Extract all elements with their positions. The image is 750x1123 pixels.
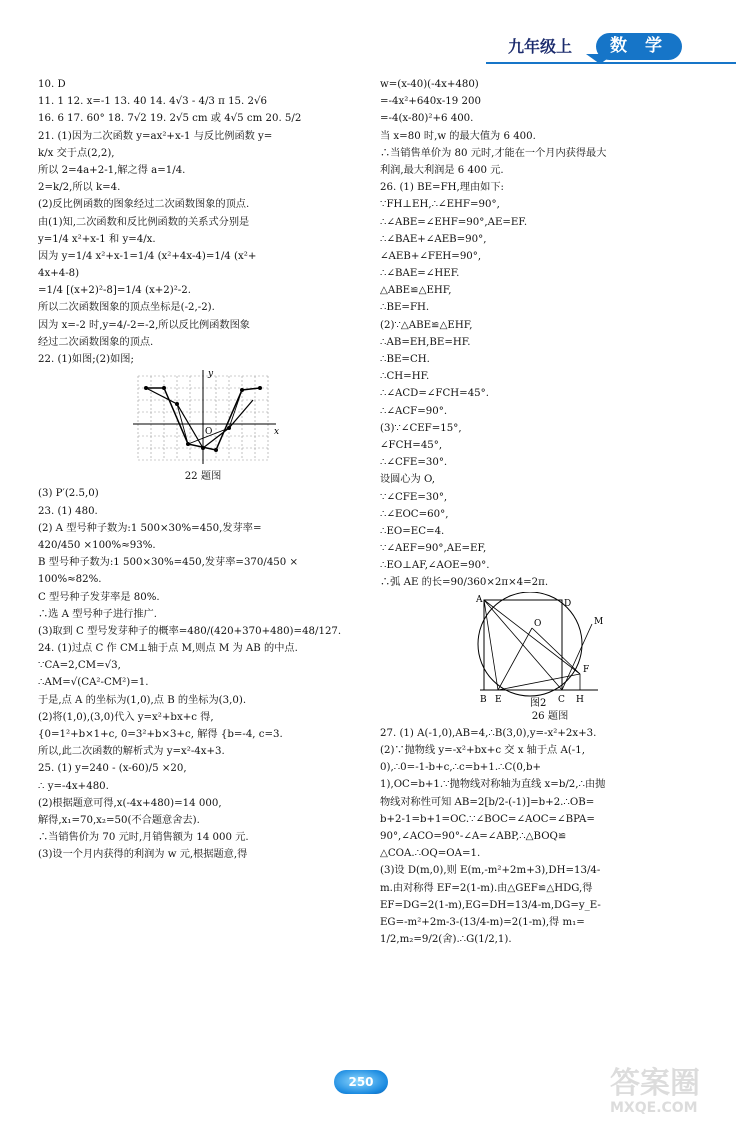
svg-text:F: F [583, 664, 590, 675]
answer-line: ∴∠BAE+∠AEB=90°, [380, 233, 487, 245]
svg-text:B: B [480, 694, 487, 705]
answer-line: 所以二次函数图象的顶点坐标是(-2,-2). [38, 302, 215, 314]
answer-line: ∴当销售价为 70 元时,月销售额为 14 000 元. [38, 832, 249, 844]
fig26-inner-label: 图2 [530, 697, 547, 708]
answer-line: 10. D [38, 79, 66, 90]
fig22-y-label: y [208, 369, 214, 380]
answer-line: b+2-1=b+1=OC.∵∠BOC=∠AOC=∠BPA= [380, 813, 595, 825]
answer-line: ∴AB=EH,BE=HF. [380, 336, 471, 348]
answer-line: {0=1²+b×1+c, 0=3²+b×3+c, 解得 {b=-4, c=3. [38, 729, 283, 740]
answer-line: w=(x-40)(-4x+480) [380, 79, 479, 90]
answer-line: EG=-m²+2m-3-(13/4-m)=2(1-m),得 m₁= [380, 916, 585, 928]
answer-line: (2)∵△ABE≌△EHF, [380, 319, 473, 331]
answer-line: ∴弧 AE 的长=90/360×2π×4=2π. [380, 577, 549, 589]
answer-line: 11. 1 12. x=-1 13. 40 14. 4√3 - 4/3 π 15. 2√6 [38, 96, 267, 108]
answer-line: (2)反比例函数的图象经过二次函数图象的顶点. [38, 199, 250, 211]
answer-line: 当 x=80 时,w 的最大值为 6 400. [380, 130, 536, 142]
answer-line: ∴∠ACF=90°. [380, 405, 448, 417]
svg-text:H: H [576, 694, 584, 705]
watermark-logo [610, 1068, 740, 1120]
answer-line: 4x+4-8) [38, 268, 80, 280]
answer-line: 2=k/2,所以 k=4. [38, 182, 121, 194]
answer-line: 26. (1) BE=FH,理由如下: [380, 182, 504, 194]
answer-line: ∴选 A 型号种子进行推广. [38, 608, 157, 620]
answer-line: ∴∠EOC=60°, [380, 508, 449, 520]
answer-line: k/x 交于点(2,2), [38, 147, 115, 159]
watermark-text: 答案圈 [610, 1066, 700, 1101]
answer-line: 1),OC=b+1.∵抛物线对称轴为直线 x=b/2,∴由抛 [380, 779, 606, 791]
answer-line: 0),∴0=-1-b+c,∴c=b+1.∴C(0,b+ [380, 762, 542, 774]
answer-line: 21. (1)因为二次函数 y=ax²+x-1 与反比例函数 y= [38, 130, 273, 142]
answer-line: 物线对称性可知 AB=2[b/2-(-1)]=b+2.∴OB= [380, 796, 595, 808]
answer-line: 利润,最大利润是 6 400 元. [380, 164, 504, 176]
page-number: 250 [334, 1070, 388, 1094]
answer-line: (2)∵抛物线 y=-x²+bx+c 交 x 轴于点 A(-1, [380, 745, 585, 756]
answer-line: ∴∠CFE=30°. [380, 457, 448, 469]
answer-line: 27. (1) A(-1,0),AB=4,∴B(3,0),y=-x²+2x+3. [380, 727, 597, 739]
answer-line: 经过二次函数图象的顶点. [38, 336, 154, 348]
answer-line: 于是,点 A 的坐标为(1,0),点 B 的坐标为(3,0). [38, 694, 247, 706]
svg-text:O: O [534, 618, 542, 629]
svg-text:C: C [558, 694, 565, 705]
answer-line: ∴BE=CH. [380, 354, 430, 365]
answer-line: 所以 2=4a+2-1,解之得 a=1/4. [38, 164, 186, 176]
answer-line: (3) P′(2.5,0) [38, 488, 99, 500]
figure-22-caption: 22 题图 [184, 471, 222, 483]
svg-text:M: M [594, 616, 604, 627]
answer-line: 420/450 ×100%≈93%. [38, 539, 156, 551]
answer-line: ∴ y=-4x+480. [38, 780, 109, 792]
answer-line: m.由对称得 EF=2(1-m).由△GEF≌△HDG,得 [380, 882, 593, 894]
answer-line: 解得,x₁=70,x₂=50(不合题意舍去). [38, 814, 200, 826]
answer-line: ∴∠BAE=∠HEF. [380, 268, 460, 280]
answer-line: 90°,∠ACO=90°-∠A=∠ABP,∴△BOQ≌ [380, 830, 567, 842]
answer-line: 因为 y=1/4 x²+x-1=1/4 (x²+4x-4)=1/4 (x²+ [38, 250, 257, 262]
svg-text:D: D [564, 598, 572, 609]
answer-line: ∴当销售单价为 80 元时,才能在一个月内获得最大 [380, 147, 607, 159]
answer-line: EF=DG=2(1-m),EG=DH=13/4-m,DG=y_E- [380, 899, 601, 911]
answer-line: (2)将(1,0),(3,0)代入 y=x²+bx+c 得, [38, 711, 214, 723]
answer-line: 23. (1) 480. [38, 505, 98, 517]
answer-line: 由(1)知,二次函数和反比例函数的关系式分别是 [38, 216, 250, 228]
answer-line: 所以,此二次函数的解析式为 y=x²-4x+3. [38, 746, 225, 758]
answer-line: ∵CA=2,CM=√3, [38, 660, 121, 672]
answer-line: (3)∵∠CEF=15°, [380, 422, 462, 434]
figure-22 [38, 368, 368, 468]
answer-line: (3)取到 C 型号发芽种子的概率=480/(420+370+480)=48/127. [38, 625, 342, 637]
answer-line: 100%≈82%. [38, 574, 102, 586]
answer-line: y=1/4 x²+x-1 和 y=4/x. [38, 233, 156, 245]
answer-line: △COA.∴OQ=OA=1. [380, 848, 481, 860]
answer-line: 1/2,m₂=9/2(舍).∴G(1/2,1). [380, 934, 512, 946]
answer-line: ∴∠ACD=∠FCH=45°. [380, 388, 489, 400]
fig22-x-label: x [274, 427, 280, 438]
answer-line: ∠FCH=45°, [380, 439, 443, 451]
answer-line: B 型号种子数为:1 500×30%=450,发芽率=370/450 × [38, 557, 299, 569]
answer-line: ∴EO⊥AF,∠AOE=90°. [380, 560, 490, 572]
answer-line: ∵FH⊥EH,∴∠EHF=90°, [380, 199, 500, 211]
watermark-url: MXQE.COM [610, 1100, 698, 1116]
svg-text:A: A [476, 594, 483, 605]
right-column [380, 76, 720, 948]
answer-line: 因为 x=-2 时,y=4/-2=-2,所以反比例函数图象 [38, 319, 250, 331]
answer-line: 24. (1)过点 C 作 CM⊥轴于点 M,则点 M 为 AB 的中点. [38, 643, 298, 655]
figure-22-graph [38, 368, 368, 468]
answer-line: △ABE≌△EHF, [380, 285, 452, 297]
answer-line: ∵∠CFE=30°, [380, 491, 448, 503]
left-column [38, 76, 368, 864]
answer-line: ∴CH=HF. [380, 371, 430, 383]
answer-line: ∠AEB+∠FEH=90°, [380, 250, 482, 262]
answer-line: (2)根据题意可得,x(-4x+480)=14 000, [38, 797, 222, 809]
answer-line: ∴EO=EC=4. [380, 525, 445, 537]
fig22-origin: O [205, 427, 213, 438]
answer-line: (2) A 型号种子数为:1 500×30%=450,发芽率= [38, 522, 262, 534]
answer-line: =-4x²+640x-19 200 [380, 96, 481, 108]
answer-line: (3)设一个月内获得的利润为 w 元,根据题意,得 [38, 849, 248, 861]
header-rule [486, 62, 736, 64]
svg-text:E: E [495, 694, 502, 705]
answer-line: 25. (1) y=240 - (x-60)/5 ×20, [38, 763, 187, 775]
subject-badge: 数 学 [596, 33, 682, 60]
grade-label: 九年级上 [508, 37, 573, 56]
figure-26-caption: 26 题图 [531, 710, 569, 722]
answer-line: (3)设 D(m,0),则 E(m,-m²+2m+3),DH=13/4- [380, 865, 601, 877]
answer-line: 22. (1)如图;(2)如图; [38, 354, 134, 365]
answer-line: 设圆心为 O, [380, 474, 435, 486]
answer-line: C 型号种子发芽率是 80%. [38, 591, 160, 603]
answer-line: =-4(x-80)²+6 400. [380, 113, 474, 125]
answer-line: 16. 6 17. 60° 18. 7√2 19. 2√5 cm 或 4√5 cm 20. 5/2 [38, 113, 302, 125]
answer-line: ∵∠AEF=90°,AE=EF, [380, 543, 487, 555]
answer-line: ∴AM=√(CA²-CM²)=1. [38, 677, 149, 689]
figure-26 [380, 592, 720, 708]
answer-line: ∴BE=FH. [380, 302, 430, 314]
figure-26-graph [380, 592, 720, 708]
answer-line: ∴∠ABE=∠EHF=90°,AE=EF. [380, 216, 528, 228]
answer-line: =1/4 [(x+2)²-8]=1/4 (x+2)²-2. [38, 285, 191, 297]
